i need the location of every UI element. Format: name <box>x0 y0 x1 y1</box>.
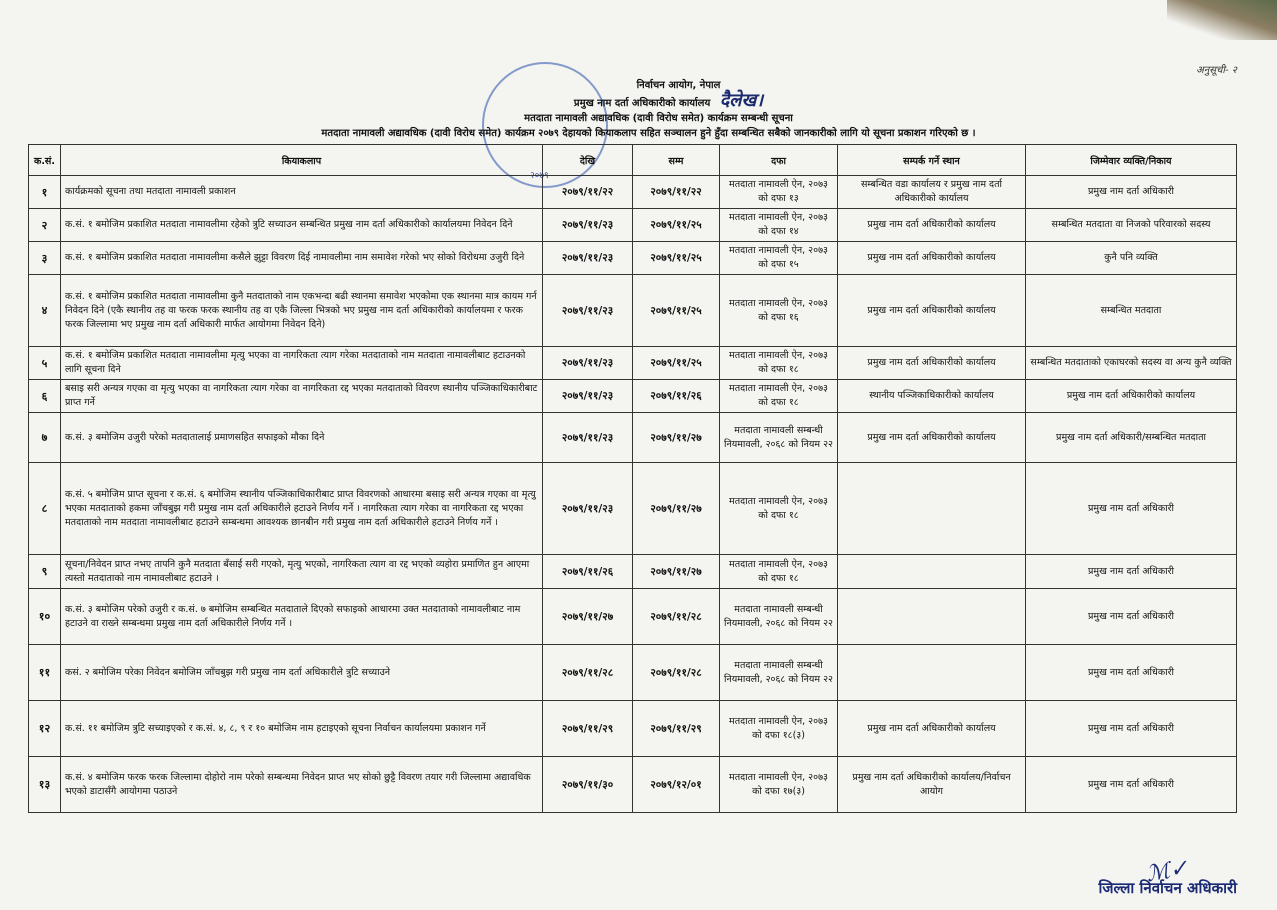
cell-from: २०७९/११/२२ <box>543 176 633 209</box>
cell-activity: क.सं. ३ बमोजिम परेको उजुरी र क.सं. ७ बमोजिम सम्बन्धित मतदाताले दिएको सफाइको आधारमा उक्त मतदाताको नामावलीबाट नाम हटाउने वा राख्ने सम्बन्धमा प्रमुख नाम दर्ता अधिकारीले निर्णय गर्ने । <box>61 589 543 645</box>
cell-sn: १२ <box>29 701 61 757</box>
cell-responsible: प्रमुख नाम दर्ता अधिकारीको कार्यालय <box>1026 380 1237 413</box>
cell-contact: प्रमुख नाम दर्ता अधिकारीको कार्यालय <box>838 242 1026 275</box>
cell-sn: १ <box>29 176 61 209</box>
table-row <box>29 757 1237 813</box>
cell-responsible: प्रमुख नाम दर्ता अधिकारी <box>1026 645 1237 701</box>
cell-sn: ८ <box>29 463 61 555</box>
header-office <box>60 90 1277 111</box>
cell-to: २०७९/११/२५ <box>633 209 720 242</box>
cell-from: २०७९/११/२३ <box>543 242 633 275</box>
table-header-row <box>29 145 1237 176</box>
header-office-text: प्रमुख नाम दर्ता अधिकारीको कार्यालय <box>573 98 711 109</box>
cell-to: २०७९/११/२५ <box>633 275 720 347</box>
col-header-to: सम्म <box>633 145 720 176</box>
cell-from: २०७९/११/२३ <box>543 275 633 347</box>
cell-activity: क.सं. १ बमोजिम प्रकाशित मतदाता नामावलीमा कसैले झुट्टा विवरण दिई नामावलीमा नाम समावेश गरेको भए सोको विरोधमा उजुरी दिने <box>61 242 543 275</box>
col-header-from: देखि <box>543 145 633 176</box>
header-program-title: मतदाता नामावली अद्यावधिक (दावी विरोध समेत) कार्यक्रम सम्बन्धी सूचना <box>524 113 793 124</box>
cell-section: मतदाता नामावली ऐन, २०७३ को दफा १८ <box>720 463 838 555</box>
cell-sn: १० <box>29 589 61 645</box>
signature-block <box>1098 855 1237 898</box>
col-header-contact: सम्पर्क गर्ने स्थान <box>838 145 1026 176</box>
cell-contact: स्थानीय पञ्जिकाधिकारीको कार्यालय <box>838 380 1026 413</box>
annex-label: अनुसूची- २ <box>1196 65 1237 76</box>
header-commission: निर्वाचन आयोग, नेपाल <box>636 80 721 91</box>
cell-responsible: प्रमुख नाम दर्ता अधिकारी <box>1026 757 1237 813</box>
cell-to: २०७९/११/२७ <box>633 413 720 463</box>
header-notice-text: मतदाता नामावली अद्यावधिक (दावी विरोध समेत) कार्यक्रम २०७९ देहायको कियाकलाप सहित सञ्चालन हुने हुँदा सम्बन्धित सबैको जानकारीको लागि यो सूचना प्रकाशन गरिएको छ । <box>321 128 976 139</box>
cell-contact: सम्बन्धित वडा कार्यालय र प्रमुख नाम दर्ता अधिकारीको कार्यालय <box>838 176 1026 209</box>
cell-sn: ११ <box>29 645 61 701</box>
seal-date: २०७९ <box>530 171 549 181</box>
cell-sn: ५ <box>29 347 61 380</box>
col-header-responsible: जिम्मेवार व्यक्ति/निकाय <box>1026 145 1237 176</box>
cell-to: २०७९/११/२२ <box>633 176 720 209</box>
cell-to: २०७९/११/२८ <box>633 645 720 701</box>
cell-contact: प्रमुख नाम दर्ता अधिकारीको कार्यालय <box>838 275 1026 347</box>
cell-activity: सूचना/निवेदन प्राप्त नभए तापनि कुनै मतदाता बँसाई सरी गएको, मृत्यु भएको, नागरिकता त्याग वा रद्द भएको व्यहोरा प्रमाणित हुन आएमा त्यस्तो मतदाताको नाम नामावलीबाट हटाउने । <box>61 555 543 589</box>
cell-responsible: कुनै पनि व्यक्ति <box>1026 242 1237 275</box>
cell-section: मतदाता नामावली ऐन, २०७३ को दफा १५ <box>720 242 838 275</box>
cell-responsible: प्रमुख नाम दर्ता अधिकारी <box>1026 701 1237 757</box>
cell-from: २०७९/११/३० <box>543 757 633 813</box>
cell-activity: बसाइ सरी अन्यत्र गएका वा मृत्यु भएका वा नागरिकता त्याग गरेका वा नागरिकता रद्द भएका मतदाताको विवरण स्थानीय पञ्जिकाधिकारीबाट प्राप्त गर्ने <box>61 380 543 413</box>
cell-activity: कसं. २ बमोजिम परेका निवेदन बमोजिम जाँचबुझ गरी प्रमुख नाम दर्ता अधिकारीले त्रुटि सच्याउने <box>61 645 543 701</box>
cell-responsible: प्रमुख नाम दर्ता अधिकारी <box>1026 555 1237 589</box>
cell-from: २०७९/११/२३ <box>543 463 633 555</box>
table-row <box>29 242 1237 275</box>
cell-section: मतदाता नामावली ऐन, २०७३ को दफा १८ <box>720 380 838 413</box>
cell-to: २०७९/११/२७ <box>633 555 720 589</box>
cell-sn: ७ <box>29 413 61 463</box>
cell-section: मतदाता नामावली ऐन, २०७३ को दफा १८(३) <box>720 701 838 757</box>
table-row <box>29 176 1237 209</box>
cell-activity: क.सं. ११ बमोजिम त्रुटि सच्याइएको र क.सं. ४, ८, ९ र १० बमोजिम नाम हटाइएको सूचना निर्वाचन कार्यालयमा प्रकाशन गर्ने <box>61 701 543 757</box>
cell-from: २०७९/११/२३ <box>543 380 633 413</box>
col-header-section: दफा <box>720 145 838 176</box>
background-corner <box>1167 0 1277 40</box>
cell-contact <box>838 463 1026 555</box>
cell-from: २०७९/११/२९ <box>543 701 633 757</box>
cell-sn: १३ <box>29 757 61 813</box>
cell-section: मतदाता नामावली सम्बन्धी नियमावली, २०६८ को नियम २२ <box>720 413 838 463</box>
cell-sn: २ <box>29 209 61 242</box>
cell-to: २०७९/१२/०१ <box>633 757 720 813</box>
cell-contact: प्रमुख नाम दर्ता अधिकारीको कार्यालय <box>838 701 1026 757</box>
cell-responsible: प्रमुख नाम दर्ता अधिकारी <box>1026 463 1237 555</box>
table-row <box>29 463 1237 555</box>
cell-section: मतदाता नामावली ऐन, २०७३ को दफा १६ <box>720 275 838 347</box>
cell-to: २०७९/११/२५ <box>633 347 720 380</box>
table-row <box>29 209 1237 242</box>
cell-activity: क.सं. ४ बमोजिम फरक फरक जिल्लामा दोहोरो नाम परेको सम्बन्धमा निवेदन प्राप्त भए सोको छुट्टै विवरण तयार गरी जिल्लामा अद्यावधिक भएको डाटासँगै आयोगमा पठाउने <box>61 757 543 813</box>
cell-responsible: प्रमुख नाम दर्ता अधिकारी <box>1026 176 1237 209</box>
signature-title: जिल्ला निर्वाचन अधिकारी <box>1098 879 1237 897</box>
cell-sn: ३ <box>29 242 61 275</box>
cell-contact <box>838 555 1026 589</box>
handwritten-signature: ℳ✓ <box>1144 855 1191 888</box>
cell-from: २०७९/११/२३ <box>543 413 633 463</box>
cell-activity: क.सं. ५ बमोजिम प्राप्त सूचना र क.सं. ६ बमोजिम स्थानीय पञ्जिकाधिकारीबाट प्राप्त विवरणको आधारमा बसाइ सरी अन्यत्र गएका वा मृत्यु भएका मतदाताको हकमा जाँचबुझ गरी प्रमुख नाम दर्ता अधिकारीले हटाउने निर्णय गर्ने । नागरिकता त्याग गरेका वा नागरिकता रद्द भएका मतदाताको नाम मतदाता नामावलीबाट हटाउने सम्बन्धमा आवश्यक छानबीन गरी प्रमुख नाम दर्ता अधिकारीले हटाउने निर्णय गर्ने । <box>61 463 543 555</box>
cell-contact <box>838 645 1026 701</box>
cell-from: २०७९/११/२७ <box>543 589 633 645</box>
table-row <box>29 275 1237 347</box>
cell-section: मतदाता नामावली ऐन, २०७३ को दफा १८ <box>720 347 838 380</box>
cell-to: २०७९/११/२८ <box>633 589 720 645</box>
cell-contact <box>838 589 1026 645</box>
header-district-handwritten: दैलेख। <box>719 90 764 111</box>
cell-contact: प्रमुख नाम दर्ता अधिकारीको कार्यालय <box>838 209 1026 242</box>
table-row <box>29 380 1237 413</box>
cell-responsible: प्रमुख नाम दर्ता अधिकारी <box>1026 589 1237 645</box>
cell-sn: ९ <box>29 555 61 589</box>
cell-section: मतदाता नामावली ऐन, २०७३ को दफा १३ <box>720 176 838 209</box>
col-header-sn: क.सं. <box>29 145 61 176</box>
cell-activity: क.सं. ३ बमोजिम उजुरी परेको मतदातालाई प्रमाणसहित सफाइको मौका दिने <box>61 413 543 463</box>
cell-activity: क.सं. १ बमोजिम प्रकाशित मतदाता नामावलीमा रहेको त्रुटि सच्याउन सम्बन्धित प्रमुख नाम दर्ता अधिकारीको कार्यालयमा निवेदन दिने <box>61 209 543 242</box>
cell-responsible: सम्बन्धित मतदाता वा निजको परिवारको सदस्य <box>1026 209 1237 242</box>
cell-section: मतदाता नामावली सम्बन्धी नियमावली, २०६८ को नियम २२ <box>720 645 838 701</box>
cell-responsible: सम्बन्धित मतदाता <box>1026 275 1237 347</box>
cell-activity: क.सं. १ बमोजिम प्रकाशित मतदाता नामावलीमा मृत्यु भएका वा नागरिकता त्याग गरेका मतदाताको नाम मतदाता नामावलीबाट हटाउनको लागि सूचना दिने <box>61 347 543 380</box>
cell-section: मतदाता नामावली ऐन, २०७३ को दफा १४ <box>720 209 838 242</box>
table-row <box>29 645 1237 701</box>
cell-from: २०७९/११/२३ <box>543 209 633 242</box>
table-row <box>29 555 1237 589</box>
notice-header <box>0 78 1277 141</box>
cell-activity: क.सं. १ बमोजिम प्रकाशित मतदाता नामावलीमा कुनै मतदाताको नाम एकभन्दा बढी स्थानमा समावेश भएकोमा एक स्थानमा मात्र कायम गर्न निवेदन दिने (एकै स्थानीय तह वा फरक फरक स्थानीय तह वा एकै जिल्ला भित्रको भए प्रमुख नाम दर्ता अधिकारीको कार्यालयमा र फरक फरक जिल्लामा भए प्रमुख नाम दर्ता अधिकारी मार्फत आयोगमा निवेदन दिने) <box>61 275 543 347</box>
table-row <box>29 347 1237 380</box>
cell-contact: प्रमुख नाम दर्ता अधिकारीको कार्यालय <box>838 347 1026 380</box>
col-header-activity: कियाकलाप <box>61 145 543 176</box>
cell-to: २०७९/११/२९ <box>633 701 720 757</box>
table-row <box>29 701 1237 757</box>
cell-sn: ६ <box>29 380 61 413</box>
table-row <box>29 589 1237 645</box>
table-row <box>29 413 1237 463</box>
cell-sn: ४ <box>29 275 61 347</box>
cell-section: मतदाता नामावली सम्बन्धी नियमावली, २०६८ को नियम २२ <box>720 589 838 645</box>
cell-responsible: सम्बन्धित मतदाताको एकाघरको सदस्य वा अन्य कुनै व्यक्ति <box>1026 347 1237 380</box>
cell-to: २०७९/११/२७ <box>633 463 720 555</box>
cell-section: मतदाता नामावली ऐन, २०७३ को दफा १७(३) <box>720 757 838 813</box>
cell-section: मतदाता नामावली ऐन, २०७३ को दफा १८ <box>720 555 838 589</box>
schedule-table <box>28 144 1237 813</box>
cell-to: २०७९/११/२५ <box>633 242 720 275</box>
cell-contact: प्रमुख नाम दर्ता अधिकारीको कार्यालय <box>838 413 1026 463</box>
cell-contact: प्रमुख नाम दर्ता अधिकारीको कार्यालय/निर्वाचन आयोग <box>838 757 1026 813</box>
cell-from: २०७९/११/२६ <box>543 555 633 589</box>
cell-from: २०७९/११/२८ <box>543 645 633 701</box>
cell-to: २०७९/११/२६ <box>633 380 720 413</box>
cell-responsible: प्रमुख नाम दर्ता अधिकारी/सम्बन्धित मतदाता <box>1026 413 1237 463</box>
cell-from: २०७९/११/२३ <box>543 347 633 380</box>
cell-activity: कार्यक्रमको सूचना तथा मतदाता नामावली प्रकाशन <box>61 176 543 209</box>
